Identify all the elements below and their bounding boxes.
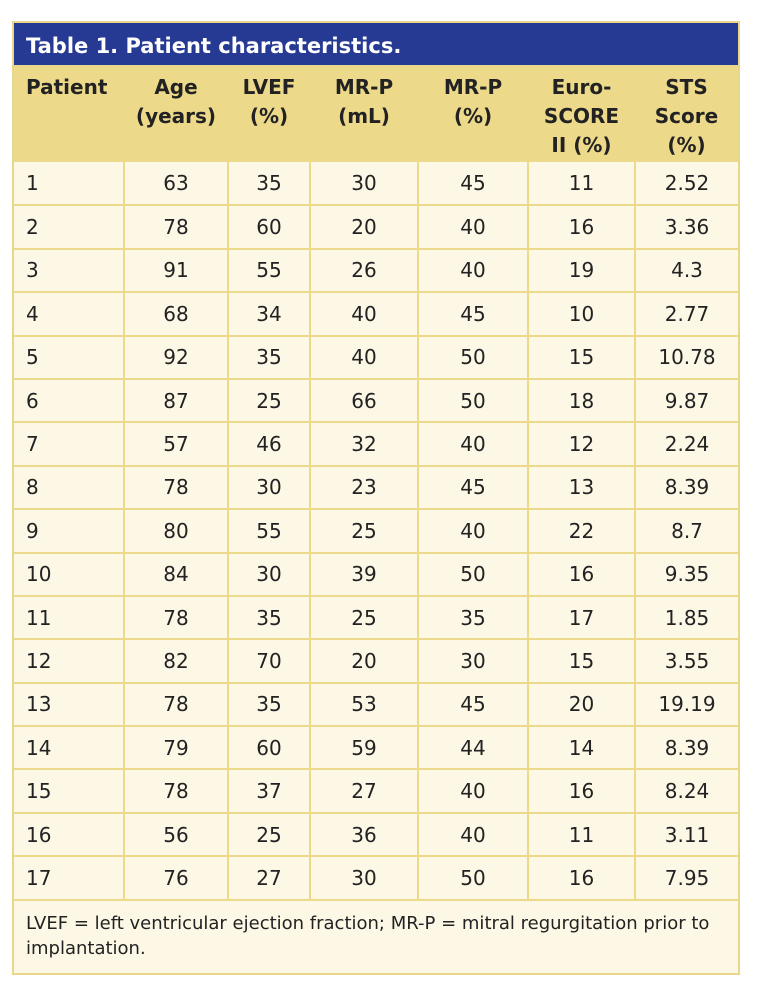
table-row — [14, 205, 738, 248]
mrp-pct-cell: 50 — [418, 856, 528, 899]
age-cell: 56 — [124, 813, 228, 856]
mrp-pct-cell: 45 — [418, 292, 528, 335]
patient-cell: 13 — [14, 683, 124, 726]
patient-cell: 16 — [14, 813, 124, 856]
euroscore-cell: 22 — [528, 509, 635, 552]
column-header-age: Age (years) — [124, 67, 228, 162]
mrp-ml-cell: 30 — [310, 856, 418, 899]
table-row — [14, 249, 738, 292]
age-cell: 82 — [124, 639, 228, 682]
patient-cell: 9 — [14, 509, 124, 552]
table-row — [14, 639, 738, 682]
mrp-ml-cell: 20 — [310, 205, 418, 248]
mrp-ml-cell: 25 — [310, 596, 418, 639]
mrp-pct-cell: 40 — [418, 249, 528, 292]
euroscore-cell: 14 — [528, 726, 635, 769]
mrp-pct-cell: 40 — [418, 509, 528, 552]
table-row — [14, 379, 738, 422]
mrp-ml-cell: 20 — [310, 639, 418, 682]
mrp-pct-cell: 40 — [418, 205, 528, 248]
mrp-ml-cell: 27 — [310, 769, 418, 812]
age-cell: 78 — [124, 769, 228, 812]
mrp-ml-cell: 26 — [310, 249, 418, 292]
patient-cell: 10 — [14, 553, 124, 596]
patient-cell: 2 — [14, 205, 124, 248]
column-header-euroscore: Euro- SCORE II (%) — [528, 67, 635, 162]
mrp-pct-cell: 45 — [418, 466, 528, 509]
column-header-lvef: LVEF (%) — [228, 67, 310, 162]
euroscore-cell: 11 — [528, 813, 635, 856]
age-cell: 78 — [124, 466, 228, 509]
table-row — [14, 162, 738, 205]
patient-cell: 6 — [14, 379, 124, 422]
lvef-cell: 60 — [228, 726, 310, 769]
sts-score-cell: 3.55 — [635, 639, 738, 682]
age-cell: 87 — [124, 379, 228, 422]
patient-cell: 12 — [14, 639, 124, 682]
mrp-pct-cell: 50 — [418, 379, 528, 422]
sts-score-cell: 19.19 — [635, 683, 738, 726]
lvef-cell: 35 — [228, 336, 310, 379]
lvef-cell: 70 — [228, 639, 310, 682]
sts-score-cell: 3.36 — [635, 205, 738, 248]
sts-score-cell: 2.52 — [635, 162, 738, 205]
lvef-cell: 30 — [228, 553, 310, 596]
mrp-ml-cell: 39 — [310, 553, 418, 596]
lvef-cell: 25 — [228, 379, 310, 422]
header-row — [14, 67, 738, 162]
sts-score-cell: 7.95 — [635, 856, 738, 899]
age-cell: 78 — [124, 596, 228, 639]
age-cell: 68 — [124, 292, 228, 335]
table-row — [14, 596, 738, 639]
lvef-cell: 35 — [228, 683, 310, 726]
mrp-pct-cell: 50 — [418, 553, 528, 596]
age-cell: 92 — [124, 336, 228, 379]
age-cell: 78 — [124, 205, 228, 248]
euroscore-cell: 16 — [528, 205, 635, 248]
table-frame — [12, 21, 740, 975]
euroscore-cell: 16 — [528, 769, 635, 812]
table-footnote: LVEF = left ventricular ejection fraction; MR-P = mitral regurgitation prior to implantation. — [14, 901, 738, 973]
mrp-pct-cell: 45 — [418, 683, 528, 726]
mrp-ml-cell: 53 — [310, 683, 418, 726]
mrp-ml-cell: 36 — [310, 813, 418, 856]
sts-score-cell: 8.39 — [635, 466, 738, 509]
patient-cell: 3 — [14, 249, 124, 292]
column-header-mrp-ml: MR-P (mL) — [310, 67, 418, 162]
patient-cell: 1 — [14, 162, 124, 205]
lvef-cell: 55 — [228, 249, 310, 292]
mrp-pct-cell: 35 — [418, 596, 528, 639]
table-row — [14, 466, 738, 509]
sts-score-cell: 8.39 — [635, 726, 738, 769]
table-row — [14, 813, 738, 856]
mrp-ml-cell: 66 — [310, 379, 418, 422]
lvef-cell: 46 — [228, 422, 310, 465]
patient-cell: 11 — [14, 596, 124, 639]
mrp-pct-cell: 40 — [418, 769, 528, 812]
sts-score-cell: 3.11 — [635, 813, 738, 856]
table-row — [14, 683, 738, 726]
lvef-cell: 55 — [228, 509, 310, 552]
lvef-cell: 30 — [228, 466, 310, 509]
patient-cell: 7 — [14, 422, 124, 465]
column-header-sts-score: STS Score (%) — [635, 67, 738, 162]
patient-cell: 4 — [14, 292, 124, 335]
patient-cell: 15 — [14, 769, 124, 812]
euroscore-cell: 16 — [528, 856, 635, 899]
table-row — [14, 553, 738, 596]
patient-cell: 5 — [14, 336, 124, 379]
table-body — [14, 162, 738, 900]
table-row — [14, 726, 738, 769]
age-cell: 63 — [124, 162, 228, 205]
age-cell: 57 — [124, 422, 228, 465]
table-row — [14, 769, 738, 812]
table-row — [14, 856, 738, 899]
euroscore-cell: 18 — [528, 379, 635, 422]
mrp-pct-cell: 50 — [418, 336, 528, 379]
euroscore-cell: 17 — [528, 596, 635, 639]
table-row — [14, 292, 738, 335]
euroscore-cell: 11 — [528, 162, 635, 205]
age-cell: 78 — [124, 683, 228, 726]
table-row — [14, 336, 738, 379]
euroscore-cell: 16 — [528, 553, 635, 596]
column-header-mrp-pct: MR-P (%) — [418, 67, 528, 162]
lvef-cell: 27 — [228, 856, 310, 899]
mrp-ml-cell: 32 — [310, 422, 418, 465]
mrp-pct-cell: 40 — [418, 422, 528, 465]
sts-score-cell: 4.3 — [635, 249, 738, 292]
lvef-cell: 34 — [228, 292, 310, 335]
lvef-cell: 25 — [228, 813, 310, 856]
lvef-cell: 37 — [228, 769, 310, 812]
mrp-ml-cell: 40 — [310, 336, 418, 379]
age-cell: 80 — [124, 509, 228, 552]
table-row — [14, 509, 738, 552]
mrp-ml-cell: 30 — [310, 162, 418, 205]
euroscore-cell: 12 — [528, 422, 635, 465]
mrp-pct-cell: 44 — [418, 726, 528, 769]
euroscore-cell: 13 — [528, 466, 635, 509]
lvef-cell: 35 — [228, 162, 310, 205]
table-title: Table 1. Patient characteristics. — [14, 23, 738, 67]
sts-score-cell: 9.35 — [635, 553, 738, 596]
mrp-ml-cell: 59 — [310, 726, 418, 769]
mrp-ml-cell: 25 — [310, 509, 418, 552]
age-cell: 79 — [124, 726, 228, 769]
mrp-ml-cell: 23 — [310, 466, 418, 509]
sts-score-cell: 8.24 — [635, 769, 738, 812]
age-cell: 91 — [124, 249, 228, 292]
lvef-cell: 35 — [228, 596, 310, 639]
mrp-ml-cell: 40 — [310, 292, 418, 335]
lvef-cell: 60 — [228, 205, 310, 248]
euroscore-cell: 15 — [528, 336, 635, 379]
mrp-pct-cell: 45 — [418, 162, 528, 205]
patient-cell: 14 — [14, 726, 124, 769]
mrp-pct-cell: 30 — [418, 639, 528, 682]
mrp-pct-cell: 40 — [418, 813, 528, 856]
patient-cell: 8 — [14, 466, 124, 509]
sts-score-cell: 2.24 — [635, 422, 738, 465]
euroscore-cell: 10 — [528, 292, 635, 335]
euroscore-cell: 19 — [528, 249, 635, 292]
table-row — [14, 422, 738, 465]
age-cell: 84 — [124, 553, 228, 596]
patient-cell: 17 — [14, 856, 124, 899]
euroscore-cell: 15 — [528, 639, 635, 682]
sts-score-cell: 1.85 — [635, 596, 738, 639]
sts-score-cell: 9.87 — [635, 379, 738, 422]
age-cell: 76 — [124, 856, 228, 899]
sts-score-cell: 2.77 — [635, 292, 738, 335]
euroscore-cell: 20 — [528, 683, 635, 726]
sts-score-cell: 8.7 — [635, 509, 738, 552]
sts-score-cell: 10.78 — [635, 336, 738, 379]
column-header-patient: Patient — [14, 67, 124, 162]
patient-table — [14, 67, 738, 901]
